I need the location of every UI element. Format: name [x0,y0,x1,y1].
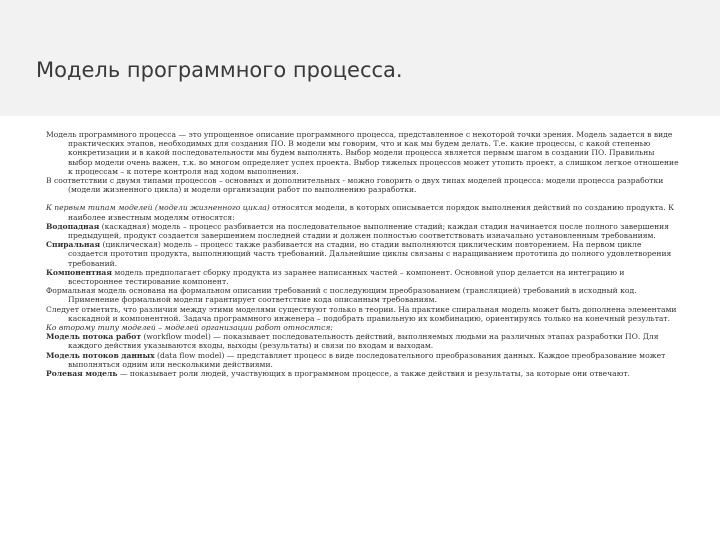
paragraph-lead: Модель потоков данных [46,350,155,360]
paragraph-lead: Водопадная [46,221,100,231]
paragraph-text: относятся модели, в которых описывается порядок выполнения действий по созданию продукта. К наиболее известным моделям относятся: [68,203,675,222]
paragraph [46,351,680,369]
paragraph-text: модель предполагает сборку продукта из заранее написанных частей – компонент. Основной упор делается на интеграцию и всестороннее тестирование компонент. [68,267,625,287]
title-band [0,0,720,116]
paragraph-text: Формальная модель основана на формальном описании требований с последующим преобразованием (трансляцией) требований в исходный код. Применение формальной модели гарантирует соответствие кода описанным требованиям. [46,286,637,305]
paragraph-text: Ко второму типу моделей – моделей организации работ относятся: [46,323,333,333]
paragraph-text: (циклическая) модель – процесс также разбивается на стадии, но стадии выполняются циклическим повторением. На первом цикле создается прототип продукта, выполняющий часть требований. Дальнейшие циклы связаны с наращиванием прототипа до полного удовлетворения требований. [68,240,672,268]
paragraph [46,130,680,176]
paragraph-text: Следует отметить, что различия между этими моделями существуют только в теории. На практике спиральная модель может быть дополнена элементами каскадной и компонентной. Задача программного инженера – подобрать правильную их комбинацию, ориентируясь только на конечный результат. [46,304,677,323]
paragraph-text: Модель программного процесса — это упрощенное описание программного процесса, представленное с некоторой точки зрения. Модель задается в виде практических этапов, необходимых для создания ПО. В модели мы говорим, что и как мы будем делать. Т.е. какие процессы, с какой степенью конкретизации и в какой последовательности мы будем выполнять. Выбор модели процесса является первым шагом в создании ПО. Правильны выбор модели очень важен, т.к. во многом определяет успех проекта. Выбор тяжелых процессов может утопить проект, а слишком легкое отношение к процессам – к потере контроля над ходом выполнения. [46,130,679,176]
paragraph-lead: К первым типам моделей (модели жизненного цикла) [46,203,270,213]
paragraph-text: (workflow model) — показывает последовательность действий, выполняемых людьми на различных этапах разработки ПО. Для каждого действия указываются входы, выходы (результаты) и связи по входам и выходам. [68,332,659,351]
paragraph [46,305,680,323]
paragraph-lead: Модель потока работ [46,332,142,342]
paragraph [46,323,680,332]
slide-title: Модель программного процесса. [36,58,403,82]
paragraph-lead: Спиральная [46,240,101,250]
paragraph-lead: Ролевая модель [46,369,118,379]
paragraph-text: — показывает роли людей, участвующих в программном процессе, а также действия и результаты, за которые они отвечают. [117,369,630,379]
slide-body [46,130,680,378]
paragraph-text: В соответствии с двумя типами процессов – основных и дополнительных - можно говорить о двух типах моделей процесса: модели процесса разработки (модели жизненного цикла) и модели организации работ по выполнению разработки. [46,176,664,195]
paragraph [46,332,680,350]
spacer [46,194,680,203]
paragraph [46,286,680,304]
paragraph-lead: Компонентная [46,267,112,277]
paragraph [46,203,680,221]
paragraph-text: (data flow model) — представляет процесс в виде последовательного преобразования данных. Каждое преобразование может выполняться одним или несколькими действиями. [68,350,666,369]
paragraph [46,240,680,268]
paragraph-text: (каскадная) модель – процесс разбивается на последовательное выполнение стадий; каждая стадия начинается после полного завершения предыдущей, продукт создается завершением последней стадии и должен полностью соответствовать изначально установленным требованиям. [68,221,669,241]
paragraph [46,369,680,378]
paragraph [46,222,680,240]
paragraph [46,176,680,194]
paragraph [46,268,680,286]
